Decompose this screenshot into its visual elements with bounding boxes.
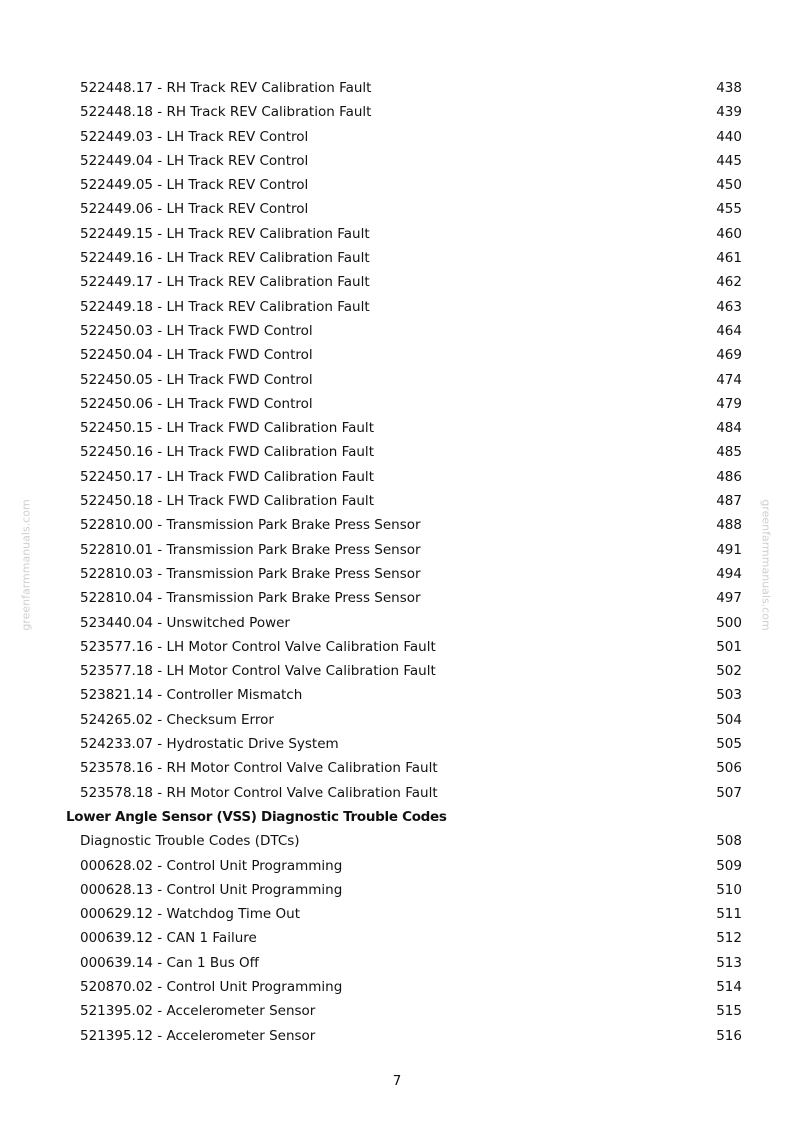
- toc-entry-page: 502: [716, 663, 742, 680]
- toc-entry-page: 439: [716, 104, 742, 121]
- toc-entry-title: 522450.05 - LH Track FWD Control: [80, 371, 313, 388]
- watermark-right: greenfarmmanuals.com: [759, 499, 773, 631]
- toc-entry-title: 522810.00 - Transmission Park Brake Press Sensor: [80, 517, 421, 534]
- toc-entry[interactable]: [0, 975, 794, 999]
- toc-entry[interactable]: [0, 611, 794, 635]
- toc-entry-title: 524265.02 - Checksum Error: [80, 711, 274, 728]
- toc-entry[interactable]: [0, 125, 794, 149]
- toc-entry-title: 000639.14 - Can 1 Bus Off: [80, 954, 259, 971]
- toc-entry[interactable]: [0, 708, 794, 732]
- toc-entry-title: 521395.02 - Accelerometer Sensor: [80, 1003, 316, 1020]
- toc-entry[interactable]: [0, 999, 794, 1023]
- toc-entry-title: 523578.16 - RH Motor Control Valve Calibration Fault: [80, 760, 438, 777]
- section-heading: Lower Angle Sensor (VSS) Diagnostic Trouble Codes: [66, 808, 447, 825]
- toc-entry[interactable]: [0, 878, 794, 902]
- toc-entry-title: 000639.12 - CAN 1 Failure: [80, 930, 257, 947]
- toc-entry-title: 522450.03 - LH Track FWD Control: [80, 322, 313, 339]
- toc-entry-title: 522449.17 - LH Track REV Calibration Fault: [80, 274, 370, 291]
- toc-entry-title: 522450.04 - LH Track FWD Control: [80, 347, 313, 364]
- toc-entry-page: 506: [716, 760, 742, 777]
- toc-entry[interactable]: [0, 76, 794, 100]
- toc-entry-page: 460: [716, 225, 742, 242]
- toc-entry[interactable]: [0, 732, 794, 756]
- toc-entry-title: 522810.04 - Transmission Park Brake Press Sensor: [80, 590, 421, 607]
- toc-entry-title: 522449.16 - LH Track REV Calibration Fault: [80, 250, 370, 267]
- toc-entry[interactable]: [0, 416, 794, 440]
- toc-entry-page: 440: [716, 128, 742, 145]
- toc-entry-title: 522449.18 - LH Track REV Calibration Fault: [80, 298, 370, 315]
- toc-entry[interactable]: [0, 295, 794, 319]
- toc-entry-page: 507: [716, 784, 742, 801]
- toc-entry-page: 494: [716, 565, 742, 582]
- toc-entry-title: 523440.04 - Unswitched Power: [80, 614, 290, 631]
- toc-entry-title: 523577.18 - LH Motor Control Valve Calibration Fault: [80, 663, 436, 680]
- toc-entry[interactable]: [0, 440, 794, 464]
- toc-entry-title: 522449.04 - LH Track REV Control: [80, 152, 309, 169]
- toc-entry-page: 508: [716, 833, 742, 850]
- toc-entry-title: 522448.17 - RH Track REV Calibration Fault: [80, 80, 372, 96]
- toc-entry-title: 523821.14 - Controller Mismatch: [80, 687, 303, 704]
- toc-entry-page: 509: [716, 857, 742, 874]
- toc-entry[interactable]: [0, 951, 794, 975]
- toc-entry-title: 522449.05 - LH Track REV Control: [80, 177, 309, 194]
- toc-entry[interactable]: [0, 756, 794, 780]
- toc-entry[interactable]: [0, 781, 794, 805]
- toc-entry-page: 488: [716, 517, 742, 534]
- toc-entry-title: 522810.01 - Transmission Park Brake Press Sensor: [80, 541, 421, 558]
- toc-entry-title: 522450.15 - LH Track FWD Calibration Fault: [80, 420, 374, 437]
- toc-entry-title: 000628.02 - Control Unit Programming: [80, 857, 343, 874]
- watermark-left: greenfarmmanuals.com: [19, 499, 33, 631]
- toc-entry-page: 515: [716, 1003, 742, 1020]
- toc-entry[interactable]: [0, 489, 794, 513]
- toc-entry-title: 522450.17 - LH Track FWD Calibration Fault: [80, 468, 374, 485]
- toc-entry-page: 461: [716, 250, 742, 267]
- toc-entry-page: 501: [716, 638, 742, 655]
- toc-entry[interactable]: [0, 635, 794, 659]
- toc-entry-page: 511: [716, 906, 742, 923]
- toc-entry-page: 484: [716, 420, 742, 437]
- toc-entry-page: 500: [716, 614, 742, 631]
- toc-entry-page: 497: [716, 590, 742, 607]
- toc-entry[interactable]: [0, 319, 794, 343]
- toc-entry-title: 522449.03 - LH Track REV Control: [80, 128, 309, 145]
- toc-entry[interactable]: [0, 902, 794, 926]
- toc-entry-title: 522450.18 - LH Track FWD Calibration Fault: [80, 493, 374, 510]
- toc-entry-title: 522448.18 - RH Track REV Calibration Fault: [80, 104, 372, 121]
- toc-entry[interactable]: [0, 562, 794, 586]
- toc-entry-page: 486: [716, 468, 742, 485]
- toc-entry-page: 485: [716, 444, 742, 461]
- toc-entry-page: 463: [716, 298, 742, 315]
- toc-entry[interactable]: [0, 222, 794, 246]
- toc-entry-page: 487: [716, 493, 742, 510]
- toc-entry-title: 522450.16 - LH Track FWD Calibration Fault: [80, 444, 374, 461]
- toc-entry-title: 521395.12 - Accelerometer Sensor: [80, 1027, 316, 1044]
- toc-entry-title: 522450.06 - LH Track FWD Control: [80, 395, 313, 412]
- toc-entry-page: 450: [716, 177, 742, 194]
- toc-entry[interactable]: [0, 829, 794, 853]
- toc-group-1: [0, 76, 794, 805]
- toc-entry[interactable]: [0, 392, 794, 416]
- toc-entry[interactable]: [0, 538, 794, 562]
- toc-entry-page: 491: [716, 541, 742, 558]
- toc-entry-page: 474: [716, 371, 742, 388]
- toc-entry-page: 514: [716, 978, 742, 995]
- toc-entry-page: 503: [716, 687, 742, 704]
- toc-entry[interactable]: [0, 246, 794, 270]
- toc-entry[interactable]: [0, 270, 794, 294]
- toc-entry[interactable]: [0, 854, 794, 878]
- toc-entry[interactable]: [0, 586, 794, 610]
- toc-entry[interactable]: [0, 173, 794, 197]
- toc-entry[interactable]: [0, 197, 794, 221]
- toc-entry-page: 505: [716, 736, 742, 753]
- toc-entry-title: 522449.06 - LH Track REV Control: [80, 201, 309, 218]
- toc-entry-page: 469: [716, 347, 742, 364]
- toc-entry[interactable]: [0, 465, 794, 489]
- toc-entry[interactable]: [0, 100, 794, 124]
- toc-entry-page: 516: [716, 1027, 742, 1044]
- toc-entry-title: 523578.18 - RH Motor Control Valve Calibration Fault: [80, 784, 438, 801]
- toc-entry[interactable]: [0, 343, 794, 367]
- toc-entry[interactable]: [0, 926, 794, 950]
- toc-entry-page: 479: [716, 395, 742, 412]
- section-heading-row: [0, 805, 794, 829]
- toc-entry-title: 000628.13 - Control Unit Programming: [80, 881, 343, 898]
- toc-entry-page: 464: [716, 322, 742, 339]
- toc-entry-title: 522810.03 - Transmission Park Brake Press Sensor: [80, 565, 421, 582]
- toc-entry-title: 000629.12 - Watchdog Time Out: [80, 906, 300, 923]
- toc-entry-page: 504: [716, 711, 742, 728]
- toc-entry-page: 445: [716, 152, 742, 169]
- toc-entry-page: 438: [716, 80, 742, 96]
- toc-entry-title: 524233.07 - Hydrostatic Drive System: [80, 736, 339, 753]
- toc-entry-page: 513: [716, 954, 742, 971]
- toc-entry[interactable]: [0, 659, 794, 683]
- toc-entry-title: 522449.15 - LH Track REV Calibration Fault: [80, 225, 370, 242]
- toc-entry[interactable]: [0, 149, 794, 173]
- page-number: 7: [392, 1073, 402, 1089]
- toc-entry-page: 455: [716, 201, 742, 218]
- toc-entry[interactable]: [0, 1024, 794, 1048]
- toc-entry-page: 512: [716, 930, 742, 947]
- table-of-contents: [0, 76, 794, 1048]
- toc-entry-page: 510: [716, 881, 742, 898]
- toc-entry[interactable]: [0, 683, 794, 707]
- toc-entry-title: 520870.02 - Control Unit Programming: [80, 978, 343, 995]
- toc-entry-title: Diagnostic Trouble Codes (DTCs): [80, 833, 300, 850]
- toc-entry[interactable]: [0, 513, 794, 537]
- toc-entry[interactable]: [0, 368, 794, 392]
- toc-entry-page: 462: [716, 274, 742, 291]
- toc-entry-title: 523577.16 - LH Motor Control Valve Calibration Fault: [80, 638, 436, 655]
- toc-group-2: [0, 829, 794, 1048]
